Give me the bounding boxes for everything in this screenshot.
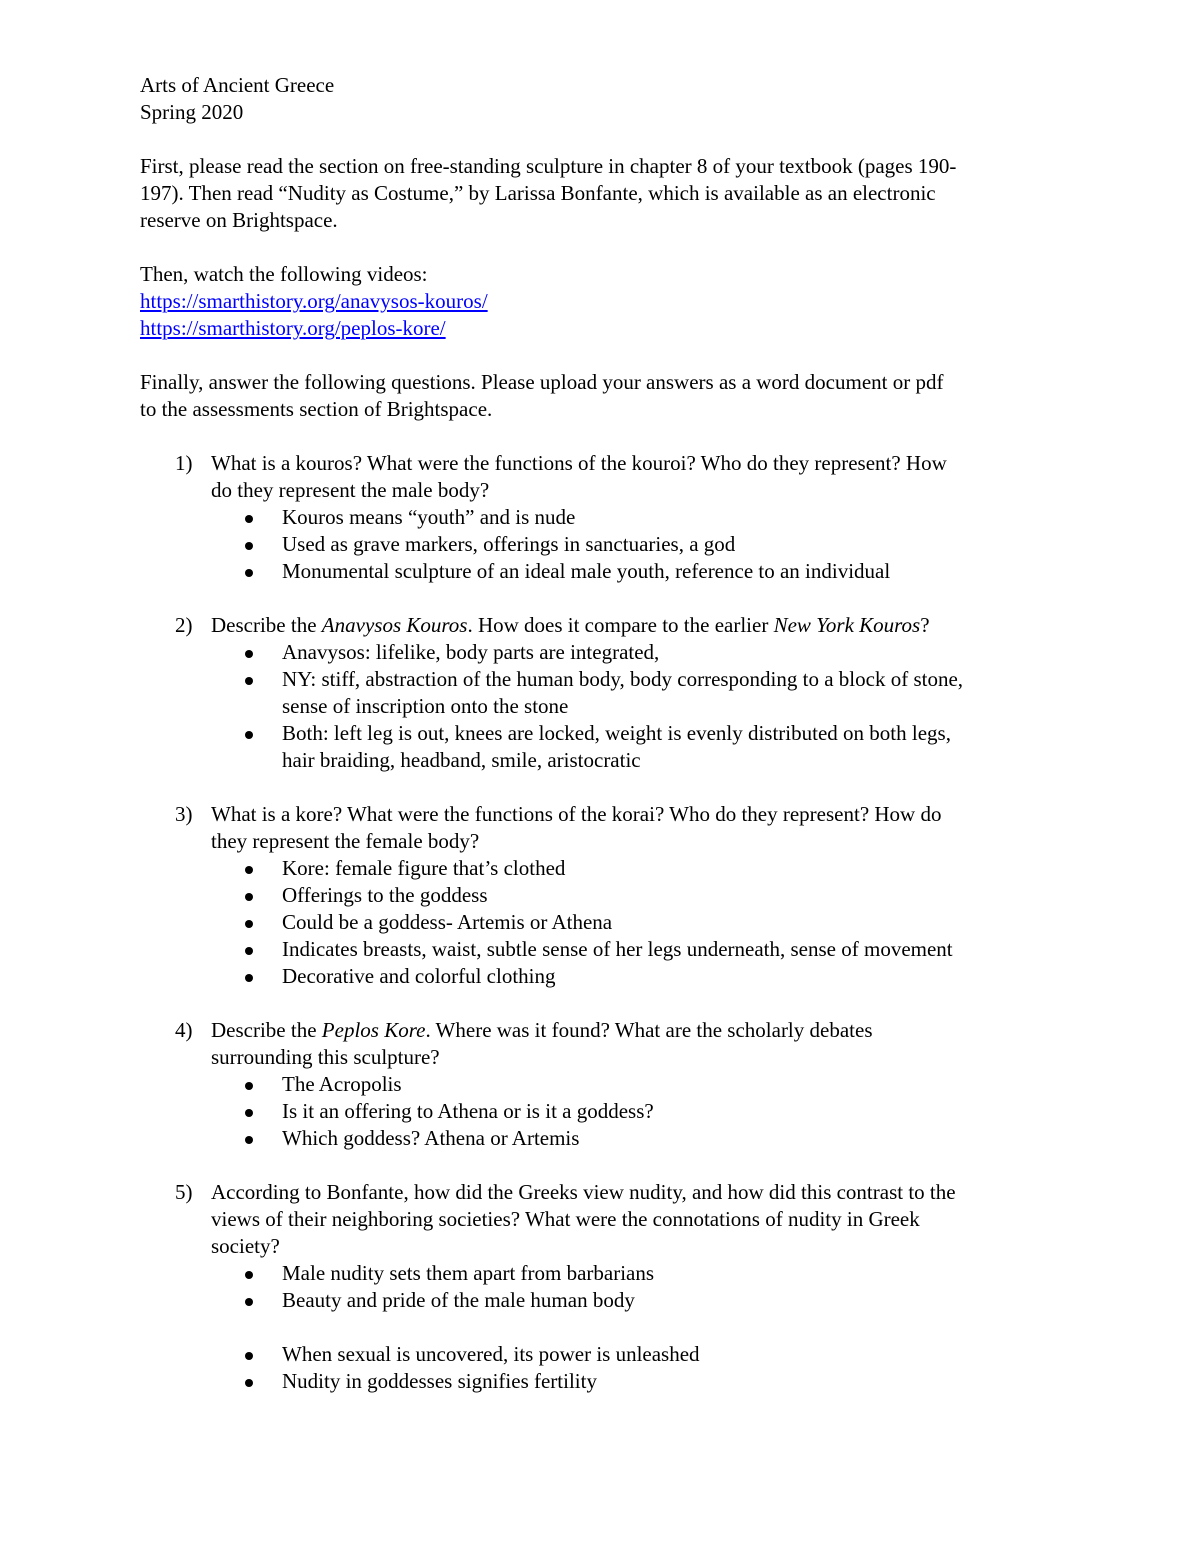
course-title: Arts of Ancient Greece	[140, 73, 335, 97]
question-text: they represent the female body?	[211, 829, 480, 853]
question-number: 2)	[175, 613, 193, 637]
list-item: When sexual is uncovered, its power is unleashed	[282, 1341, 1070, 1368]
instructions-line: Finally, answer the following questions. Please upload your answers as a word document or pdf	[140, 370, 944, 394]
bullet-icon	[245, 731, 253, 739]
videos-section	[140, 261, 1070, 342]
question-text: What is a kouros? What were the functions of the kouroi? Who do they represent? How	[211, 451, 947, 475]
answer-list-2	[140, 639, 1070, 774]
bullet-icon	[245, 542, 253, 550]
question-1	[140, 450, 1070, 504]
answer-list-4	[140, 1071, 1070, 1152]
question-number: 1)	[175, 451, 193, 475]
question-2	[140, 612, 1070, 639]
list-item: Kouros means “youth” and is nude	[282, 504, 1070, 531]
intro-line: reserve on Brightspace.	[140, 208, 338, 232]
list-item: Both: left leg is out, knees are locked, weight is evenly distributed on both legs, hair braiding, headband, smile, aristocratic	[282, 720, 1070, 774]
question-text: society?	[211, 1234, 280, 1258]
list-item: Offerings to the goddess	[282, 882, 1070, 909]
bullet-icon	[245, 1379, 253, 1387]
intro-line: 197). Then read “Nudity as Costume,” by Larissa Bonfante, which is available as an electronic	[140, 181, 936, 205]
question-text: Describe the Anavysos Kouros. How does it compare to the earlier New York Kouros?	[211, 613, 930, 637]
list-item: Decorative and colorful clothing	[282, 963, 1070, 990]
question-3	[140, 801, 1070, 855]
answer-list-3	[140, 855, 1070, 990]
instructions-line: to the assessments section of Brightspace.	[140, 397, 493, 421]
list-item: Nudity in goddesses signifies fertility	[282, 1368, 1070, 1395]
artwork-title: Peplos Kore	[321, 1018, 426, 1042]
artwork-title: New York Kouros	[773, 613, 921, 637]
list-item: NY: stiff, abstraction of the human body, body corresponding to a block of stone, sense of inscription onto the stone	[282, 666, 1070, 720]
artwork-title: Anavysos Kouros	[321, 613, 468, 637]
question-text: Describe the Peplos Kore. Where was it found? What are the scholarly debates	[211, 1018, 873, 1042]
question-5	[140, 1179, 1070, 1260]
question-4	[140, 1017, 1070, 1071]
list-item: Could be a goddess- Artemis or Athena	[282, 909, 1070, 936]
bullet-icon	[245, 920, 253, 928]
bullet-icon	[245, 1136, 253, 1144]
list-item: Monumental sculpture of an ideal male youth, reference to an individual	[282, 558, 1070, 585]
bullet-icon	[245, 893, 253, 901]
list-item: Anavysos: lifelike, body parts are integrated,	[282, 639, 1070, 666]
question-number: 4)	[175, 1018, 193, 1042]
list-item: Kore: female figure that’s clothed	[282, 855, 1070, 882]
bullet-icon	[245, 1109, 253, 1117]
bullet-icon	[245, 866, 253, 874]
bullet-icon	[245, 1352, 253, 1360]
bullet-icon	[245, 569, 253, 577]
question-text: views of their neighboring societies? What were the connotations of nudity in Greek	[211, 1207, 920, 1231]
question-number: 3)	[175, 802, 193, 826]
answer-list-1	[140, 504, 1070, 585]
intro-line: First, please read the section on free-standing sculpture in chapter 8 of your textbook (pages 190-	[140, 154, 957, 178]
videos-lead: Then, watch the following videos:	[140, 262, 428, 286]
list-item: Which goddess? Athena or Artemis	[282, 1125, 1070, 1152]
bullet-icon	[245, 974, 253, 982]
answer-list-5	[140, 1260, 1070, 1314]
intro-paragraph	[140, 153, 1070, 234]
question-number: 5)	[175, 1180, 193, 1204]
answer-list-5-continued	[140, 1341, 1070, 1395]
list-item: Is it an offering to Athena or is it a goddess?	[282, 1098, 1070, 1125]
bullet-icon	[245, 1271, 253, 1279]
document-page	[140, 72, 1070, 1395]
bullet-icon	[245, 677, 253, 685]
question-text: What is a kore? What were the functions of the korai? Who do they represent? How do	[211, 802, 942, 826]
term-label: Spring 2020	[140, 100, 244, 124]
bullet-icon	[245, 1082, 253, 1090]
question-text: According to Bonfante, how did the Greeks view nudity, and how did this contrast to the	[211, 1180, 956, 1204]
list-item: Male nudity sets them apart from barbarians	[282, 1260, 1070, 1287]
bullet-icon	[245, 515, 253, 523]
bullet-icon	[245, 650, 253, 658]
question-text: do they represent the male body?	[211, 478, 490, 502]
list-item: Beauty and pride of the male human body	[282, 1287, 1070, 1314]
list-item: The Acropolis	[282, 1071, 1070, 1098]
peplos-kore-link[interactable]: https://smarthistory.org/peplos-kore/	[140, 316, 446, 340]
question-text: surrounding this sculpture?	[211, 1045, 440, 1069]
instructions-paragraph	[140, 369, 1070, 423]
bullet-icon	[245, 1298, 253, 1306]
list-item: Indicates breasts, waist, subtle sense of her legs underneath, sense of movement	[282, 936, 1070, 963]
anavysos-kouros-link[interactable]: https://smarthistory.org/anavysos-kouros/	[140, 289, 488, 313]
bullet-icon	[245, 947, 253, 955]
list-item: Used as grave markers, offerings in sanctuaries, a god	[282, 531, 1070, 558]
